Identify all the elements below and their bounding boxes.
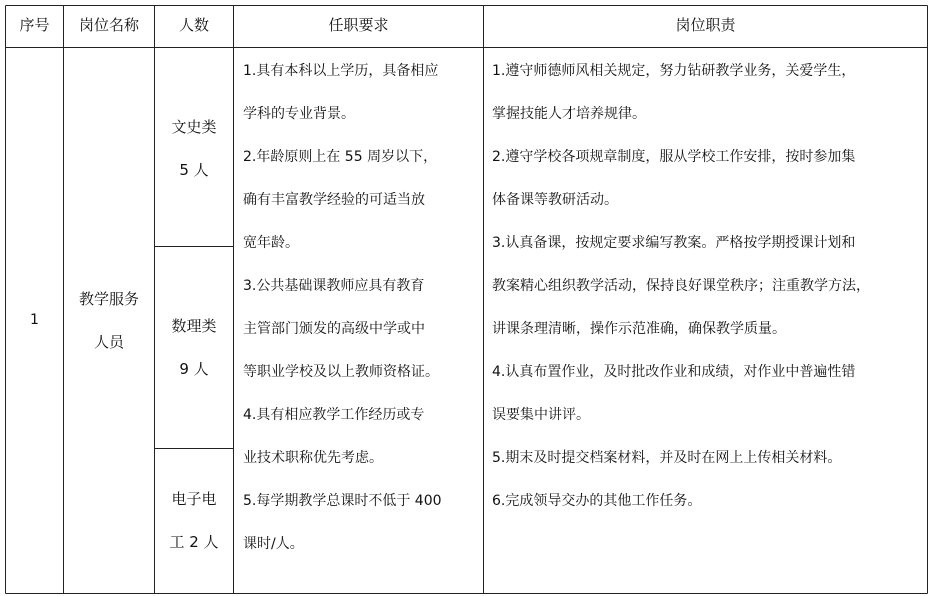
group-line: 工 2 人 — [169, 533, 219, 551]
position-name-line: 教学服务 — [78, 290, 139, 308]
duties-line: 掌握技能人才培养规律。 — [492, 106, 646, 122]
row-index: 1 — [30, 312, 39, 328]
requirements-line: 2.年龄原则上在 55 周岁以下， — [243, 149, 438, 165]
duties-text — [492, 50, 926, 523]
header-index: 序号 — [19, 16, 50, 34]
requirements-line: 业技术职称优先考虑。 — [243, 450, 383, 466]
requirements-line: 4.具有相应教学工作经历或专 — [243, 407, 425, 423]
header-duties: 岗位职责 — [675, 16, 736, 34]
duties-line: 5.期末及时提交档案材料，并及时在网上上传相关材料。 — [492, 450, 842, 466]
header-requirements: 任职要求 — [328, 16, 389, 34]
duties-line: 4.认真布置作业，及时批改作业和成绩，对作业中普遍性错 — [492, 364, 856, 380]
headcount-group-liberal-arts — [155, 106, 233, 192]
requirements-text — [243, 50, 481, 566]
duties-line: 6.完成领导交办的其他工作任务。 — [492, 493, 702, 509]
row-position-name — [64, 278, 154, 364]
duties-line: 体备课等教研活动。 — [492, 192, 618, 208]
duties-line: 2.遵守学校各项规章制度，服从学校工作安排，按时参加集 — [492, 149, 856, 165]
group-line: 9 人 — [179, 360, 209, 378]
duties-line: 1.遵守师德师风相关规定，努力钻研教学业务，关爱学生， — [492, 63, 856, 79]
requirements-line: 确有丰富教学经验的可适当放 — [243, 192, 425, 208]
requirements-line: 3.公共基础课教师应具有教育 — [243, 278, 425, 294]
requirements-line: 学科的专业背景。 — [243, 106, 355, 122]
duties-line: 3.认真备课，按规定要求编写教案。严格按学期授课计划和 — [492, 235, 856, 251]
requirements-line: 主管部门颁发的高级中学或中 — [243, 321, 425, 337]
requirements-line: 等职业学校及以上教师资格证。 — [243, 364, 439, 380]
requirements-line: 宽年龄。 — [243, 235, 299, 251]
duties-line: 教案精心组织教学活动，保持良好课堂秩序；注重教学方法， — [492, 278, 870, 294]
requirements-line: 5.每学期教学总课时不低于 400 — [243, 493, 442, 509]
duties-line: 误要集中讲评。 — [492, 407, 590, 423]
requirements-line: 课时/人。 — [243, 536, 304, 552]
position-name-line: 人员 — [93, 333, 124, 351]
group-line: 5 人 — [179, 161, 209, 179]
header-position-name: 岗位名称 — [78, 16, 139, 34]
group-line: 数理类 — [171, 317, 217, 335]
headcount-group-science — [155, 305, 233, 391]
duties-line: 讲课条理清晰，操作示范准确，确保教学质量。 — [492, 321, 786, 337]
headcount-group-electrician — [155, 478, 233, 564]
group-line: 电子电 — [171, 490, 217, 508]
requirements-line: 1.具有本科以上学历，具备相应 — [243, 63, 439, 79]
group-line: 文史类 — [171, 118, 217, 136]
header-headcount: 人数 — [178, 16, 209, 34]
